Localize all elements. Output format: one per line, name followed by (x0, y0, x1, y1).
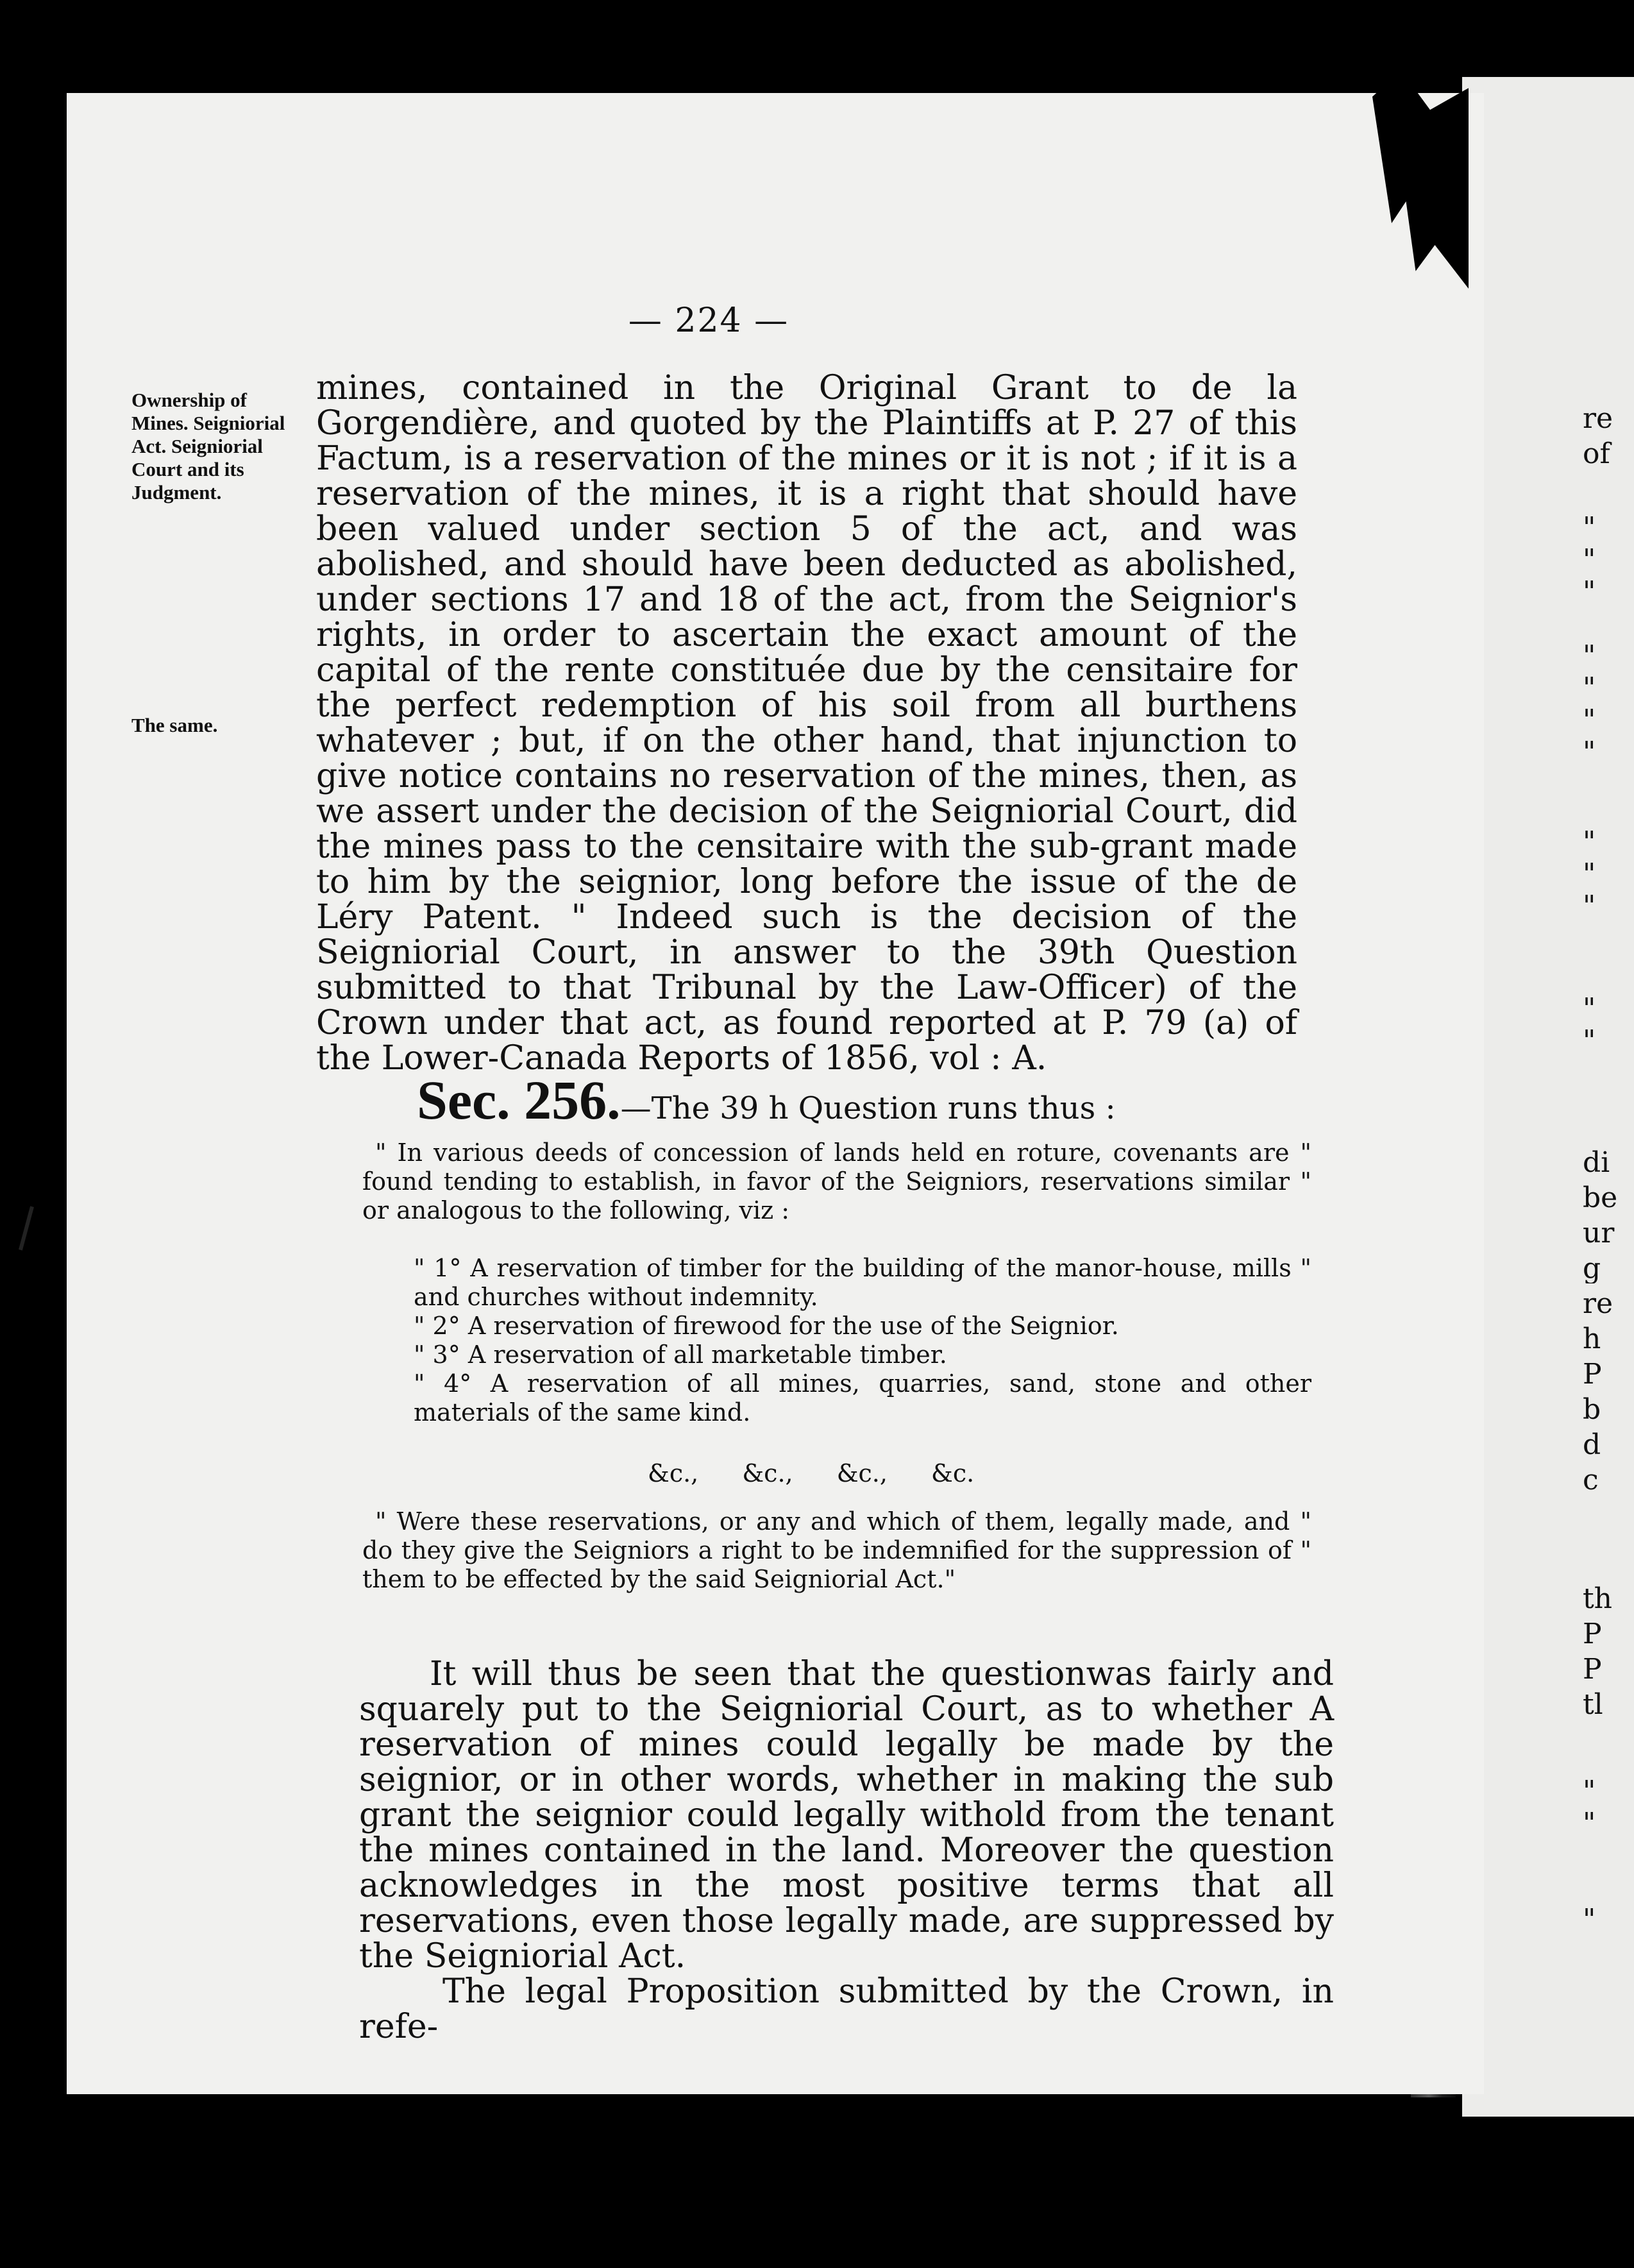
paragraph: mines, contained in the Original Grant to de la Gorgendière, and quoted by the Plaintiffs at P. 27 of this Factum, is a reservation of the mines or it is not ; if it is a reservation of the mines, it is a right that should have been valued under section 5 of the act, and was abolished, and should have been deducted as abolished, under sections 17 and 18 of the act, from the Seignior's rights, in order to ascertain the exact amount of the capital of the rente constituée due by the censitaire for the perfect redemption of his soil from all burthens whatever ; but, if on the other hand, that injunction to give notice contains no reservation of the mines, then, as we assert under the decision of the Seigniorial Court, did the mines pass to the censitaire with the sub-grant made to him by the seignior, long before the issue of the de Léry Patent. " Indeed such is the decision of the Seigniorial Court, in answer to the 39th Question submitted to that Tribunal by the Law-Officer) of the Crown under that act, as found reported at P. 79 (a) of the Lower-Canada Reports of 1856, vol : A. (316, 369, 1297, 1078)
facing-fragment: " (1583, 892, 1596, 921)
quote-item: " 4° A reservation of all mines, quarries, sand, stone and other materials of the same kind. (414, 1369, 1311, 1426)
quote-list (362, 1254, 1311, 1427)
facing-fragment: of (1583, 439, 1610, 469)
margin-mark (19, 1206, 34, 1250)
page-number: — 224 — (628, 301, 789, 340)
facing-fragment: " (1583, 673, 1596, 703)
facing-fragment: re (1583, 1289, 1613, 1319)
section-number: Sec. 256. (417, 1069, 621, 1131)
facing-fragment: c (1583, 1466, 1599, 1495)
facing-fragment: " (1583, 545, 1596, 575)
sidenote-the-same: The same. (131, 714, 218, 736)
facing-fragment: tl (1583, 1690, 1603, 1720)
quote-paragraph: " In various deeds of concession of lands held en roture, covenants are " found tending to establish, in favor of the Seigniors, reservations similar " or analogous to the following, viz : (362, 1138, 1311, 1224)
facing-fragment: h (1583, 1324, 1601, 1354)
facing-fragment: b (1583, 1395, 1601, 1425)
facing-fragment: " (1583, 827, 1596, 857)
quote-item: " 1° A reservation of timber for the building of the manor-house, mills " and churches without indemnity. (414, 1254, 1311, 1311)
paragraph: The legal Proposition submitted by the Crown, in refe- (359, 1972, 1334, 2046)
facing-fragment: " (1583, 859, 1596, 889)
facing-fragment: P (1583, 1655, 1602, 1684)
facing-fragment: g (1583, 1254, 1601, 1283)
facing-fragment: " (1583, 738, 1596, 767)
section-heading (417, 1068, 1315, 1132)
facing-fragment: " (1583, 641, 1596, 671)
facing-fragment: " (1583, 1777, 1596, 1806)
paragraph: It will thus be seen that the questionwas fairly and squarely put to the Seigniorial Court, as to whether A reservation of mines could legally be made by the seignior, or in other words, whether in making the sub grant the seignior could legally withold from the tenant the mines contained in the land. Moreover the question acknowledges in the most positive terms that all reservations, even those legally made, are suppressed by the Seigniorial Act. (359, 1655, 1334, 1976)
quote-question (362, 1507, 1311, 1594)
facing-fragment: " (1583, 994, 1596, 1024)
facing-fragment: P (1583, 1360, 1602, 1389)
facing-fragment: " (1583, 1905, 1596, 1934)
section-title: —The 39 h Question runs thus : (620, 1090, 1116, 1126)
quote-item: " 2° A reservation of firewood for the use of the Seignior. (414, 1312, 1119, 1340)
main-text-block (316, 371, 1297, 1076)
facing-fragment: be (1583, 1183, 1618, 1213)
facing-fragment: di (1583, 1148, 1610, 1178)
facing-fragment: ur (1583, 1219, 1615, 1248)
facing-fragment: " (1583, 1809, 1596, 1838)
facing-fragment: re (1583, 404, 1613, 434)
quote-item: " 3° A reservation of all marketable timber. (414, 1341, 947, 1369)
facing-fragment: th (1583, 1584, 1613, 1614)
facing-fragment: P (1583, 1620, 1602, 1649)
facing-fragment: " (1583, 577, 1596, 607)
sidenote-ownership: Ownership of Mines. Seigniorial Act. Seigniorial Court and its Judgment. (131, 389, 285, 504)
quote-intro (362, 1138, 1311, 1225)
lower-text-block (359, 1657, 1334, 2045)
facing-fragment: " (1583, 513, 1596, 543)
facing-fragment: d (1583, 1430, 1601, 1460)
facing-fragment: " (1583, 706, 1596, 735)
facing-fragment: " (1583, 1026, 1596, 1056)
quote-paragraph: " Were these reservations, or any and which of them, legally made, and " do they give the Seigniors a right to be indemnified for the suppression of " them to be effected by the said Seigniorial Act." (362, 1507, 1311, 1593)
etc-row: &c., &c., &c., &c. (648, 1459, 975, 1487)
